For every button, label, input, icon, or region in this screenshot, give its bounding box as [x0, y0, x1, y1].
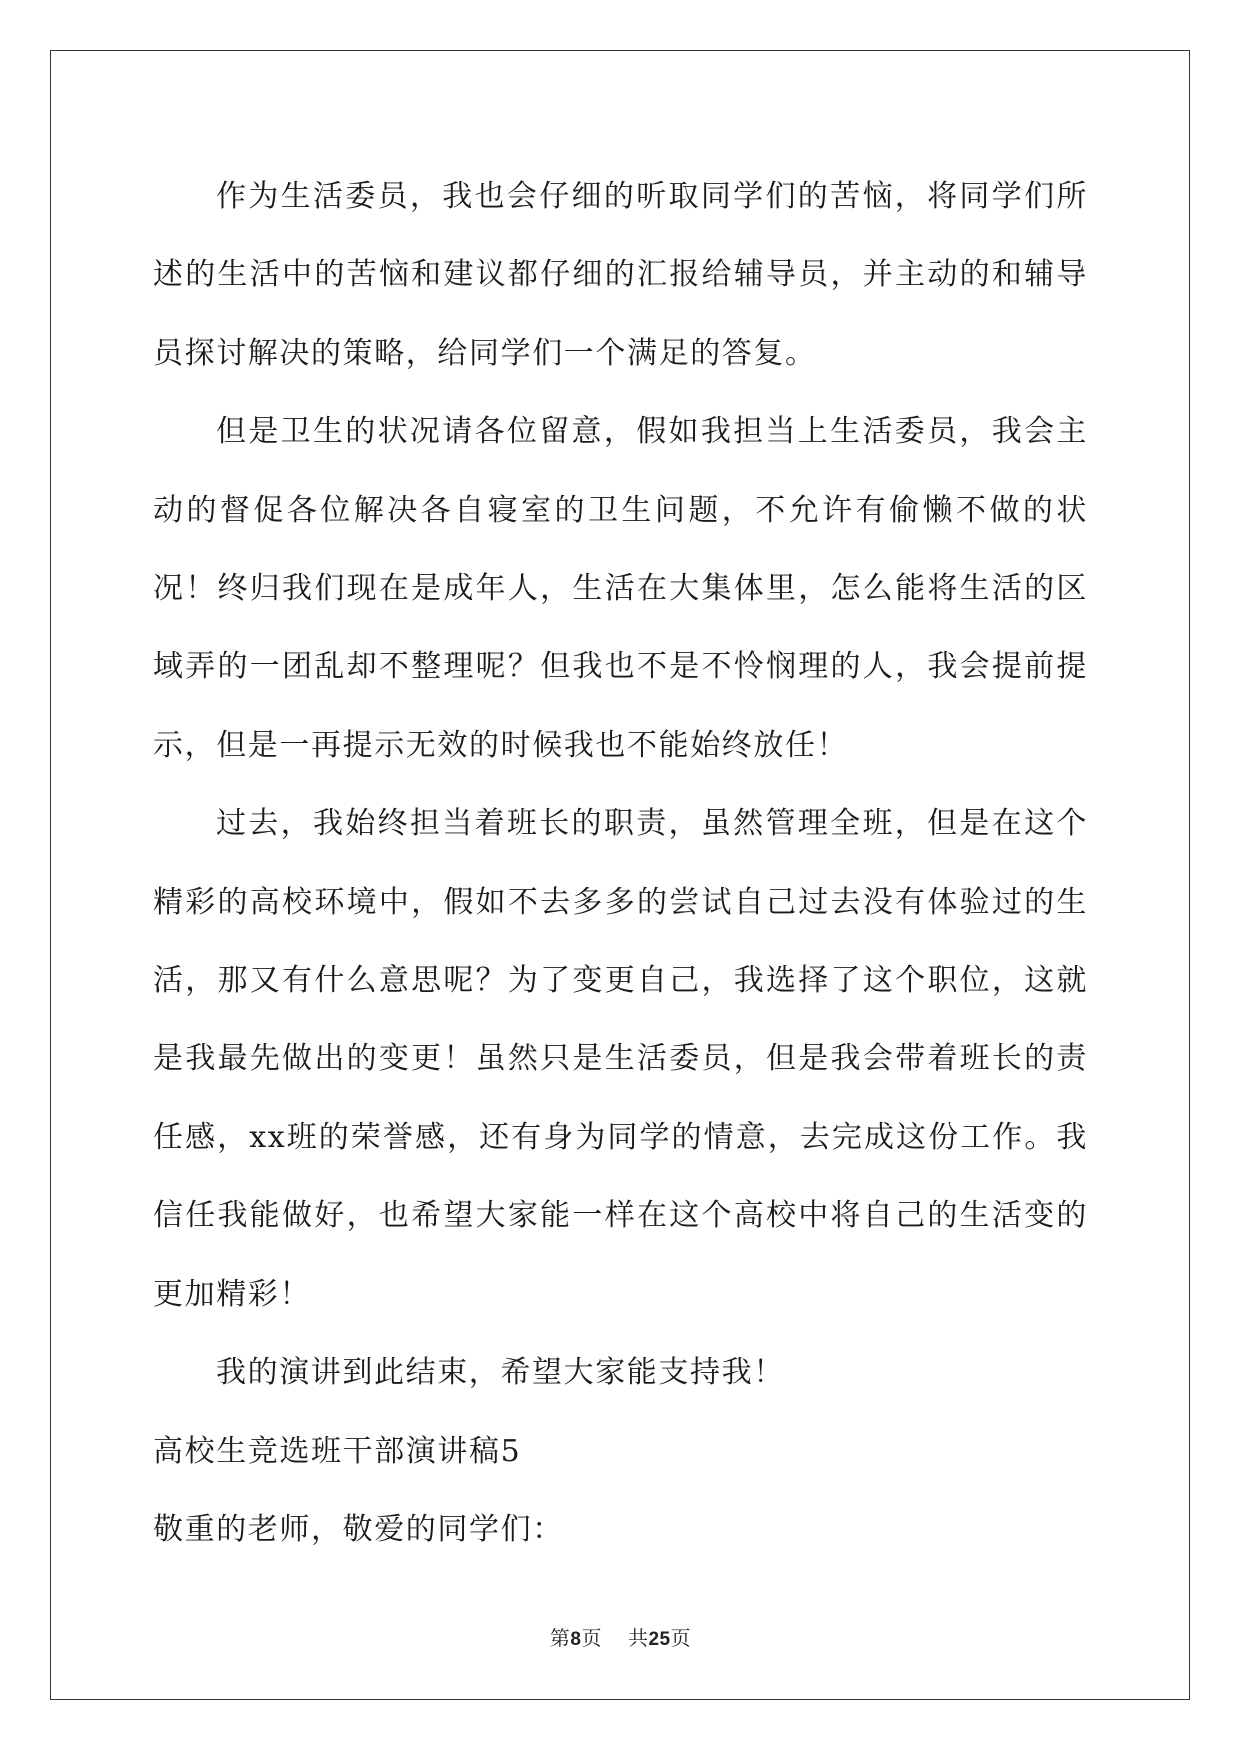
total-prefix: 共: [627, 1628, 649, 1650]
paragraph-1: 作为生活委员，我也会仔细的听取同学们的苦恼，将同学们所述的生活中的苦恼和建议都仔细的汇报给辅导员，并主动的和辅导员探讨解决的策略，给同学们一个满足的答复。: [153, 179, 1088, 371]
document-body: [153, 158, 1088, 1569]
paragraph-4: 我的演讲到此结束，希望大家能支持我！: [216, 1355, 785, 1391]
paragraph-2: 但是卫生的状况请各位留意，假如我担当上生活委员，我会主动的督促各位解决各自寝室的卫生问题，不允许有偷懒不做的状况！终归我们现在是成年人，生活在大集体里，怎么能将生活的区域弄的一团乱却不整理呢？但我也不是不怜悯理的人，我会提前提示，但是一再提示无效的时候我也不能始终放任！: [153, 414, 1088, 763]
page-total: 25: [648, 1629, 671, 1650]
section-heading: 高校生竞选班干部演讲稿5: [153, 1433, 522, 1469]
page-current: 8: [570, 1629, 582, 1650]
page-footer: [0, 1622, 1241, 1651]
page-prefix: 第: [549, 1628, 571, 1650]
salutation: 敬重的老师，敬爱的同学们：: [153, 1511, 564, 1547]
page-suffix: 页: [581, 1628, 602, 1650]
total-suffix: 页: [670, 1628, 692, 1650]
paragraph-3: 过去，我始终担当着班长的职责，虽然管理全班，但是在这个精彩的高校环境中，假如不去多多的尝试自己过去没有体验过的生活，那又有什么意思呢？为了变更自己，我选择了这个职位，这就是我最先做出的变更！虽然只是生活委员，但是我会带着班长的责任感，xx班的荣誉感，还有身为同学的情意，去完成这份工作。我信任我能做好，也希望大家能一样在这个高校中将自己的生活变的更加精彩！: [153, 806, 1088, 1312]
